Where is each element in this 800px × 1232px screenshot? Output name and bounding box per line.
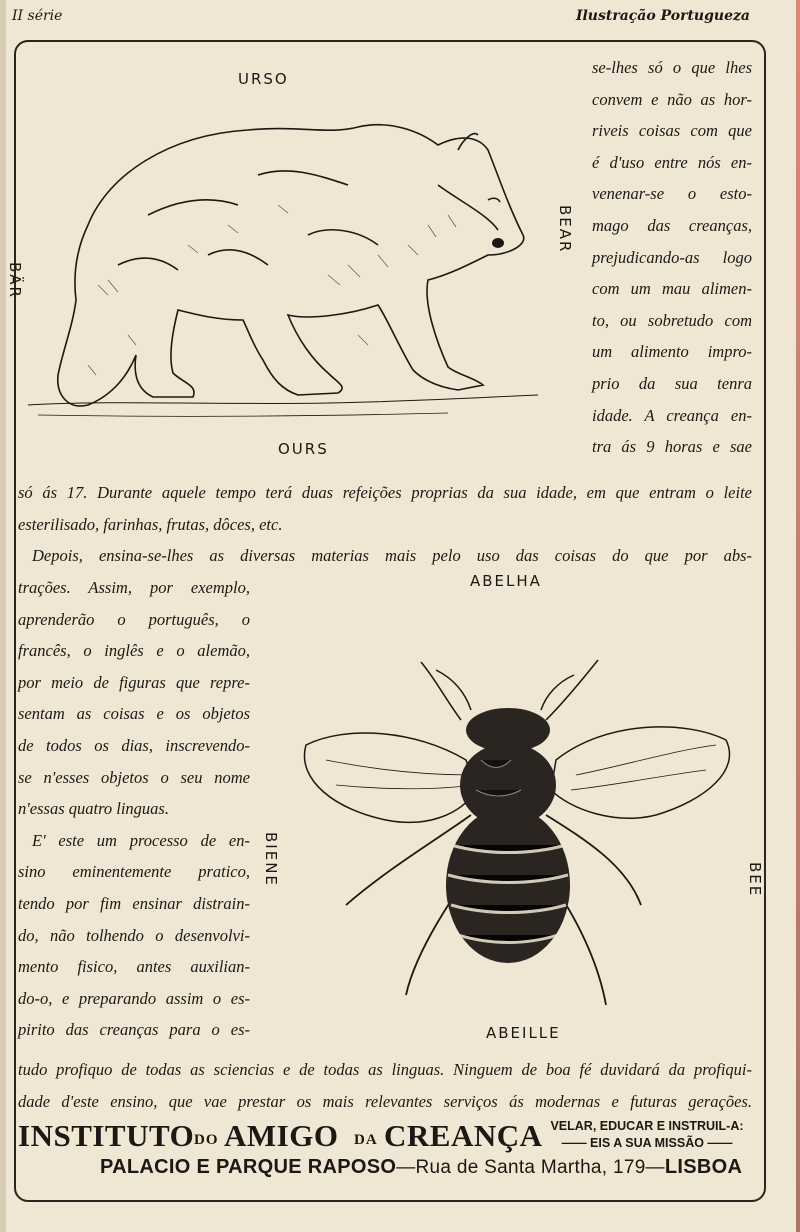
bee-label-french: ABEILLE <box>486 1024 561 1042</box>
bear-label-german: BÄR <box>6 262 24 299</box>
bear-label-english: BEAR <box>556 205 574 254</box>
institute-banner <box>18 1118 768 1158</box>
header-magazine-title: Ilustração Portugueza <box>575 8 750 24</box>
header-series: II série <box>12 8 63 24</box>
page-edge <box>0 0 6 1232</box>
paragraph-depois: Depois, ensina-se-lhes as diversas materias mais pelo uso das coisas do que por abs- <box>32 546 752 565</box>
left-column-text: trações. Assim, por exemplo, aprenderão o português, o francês, o inglês e o alemão, por meio de figuras que repre- sentam as coisas e os objetos de todos os dias, inscrevendo- se n'esses objetos o seu nome n'essas quatro linguas. E' este um processo de en- sino eminentemente pratico, tendo por fim ensinar distrain- do, não tolhendo o desenvolvi- mento fisico, antes auxilian- do-o, e preparando assim o es- pirito das creanças para o es- <box>18 578 250 1040</box>
bee-illustration <box>296 650 746 1020</box>
bear-label-french: OURS <box>278 440 329 458</box>
banner-word-da: DA <box>354 1132 378 1148</box>
full-width-text-a: só ás 17. Durante aquele tempo terá duas refeições proprias da sua idade, em que entram o leite esterilisado, farinhas, frutas, dôces, etc. <box>18 483 752 534</box>
full-width-text-c: tudo profiquo de todas as sciencias e de todas as linguas. Ninguem de boa fé duvidará da profiqui- dade d'este ensino, que vae prestar os mais relevantes serviços ás modernas e futuras gerações. <box>18 1060 752 1111</box>
banner-word-do: DO <box>194 1132 219 1148</box>
bee-label-german: BIENE <box>262 832 280 887</box>
banner-word-amigo: AMIGO <box>224 1118 339 1153</box>
right-column-text: se-lhes só o que lhes convem e não as hor- riveis coisas com que é d'uso entre nós en- venenar-se o esto- mago das creanças, prejudicando-as logo com um mau alimen- to, ou sobretudo com um alimento impro- prio da sua tenra idade. A creança en- tra ás 9 horas e sae <box>592 58 752 457</box>
banner-word-instituto: INSTITUTO <box>18 1118 195 1153</box>
page-binding <box>796 0 800 1232</box>
institute-address: PALACIO E PARQUE RAPOSO—Rua de Santa Martha, 179—LISBOA <box>100 1156 743 1178</box>
institute-motto: VELAR, EDUCAR E INSTRUIL-A: —— EIS A SUA MISSÃO —— <box>550 1119 744 1150</box>
bee-label-portuguese: ABELHA <box>470 572 542 590</box>
bee-label-english: BEE <box>746 862 764 898</box>
bear-illustration <box>28 105 538 445</box>
bear-label-portuguese: URSO <box>238 70 289 88</box>
banner-word-creanca: CREANÇA <box>384 1118 543 1153</box>
